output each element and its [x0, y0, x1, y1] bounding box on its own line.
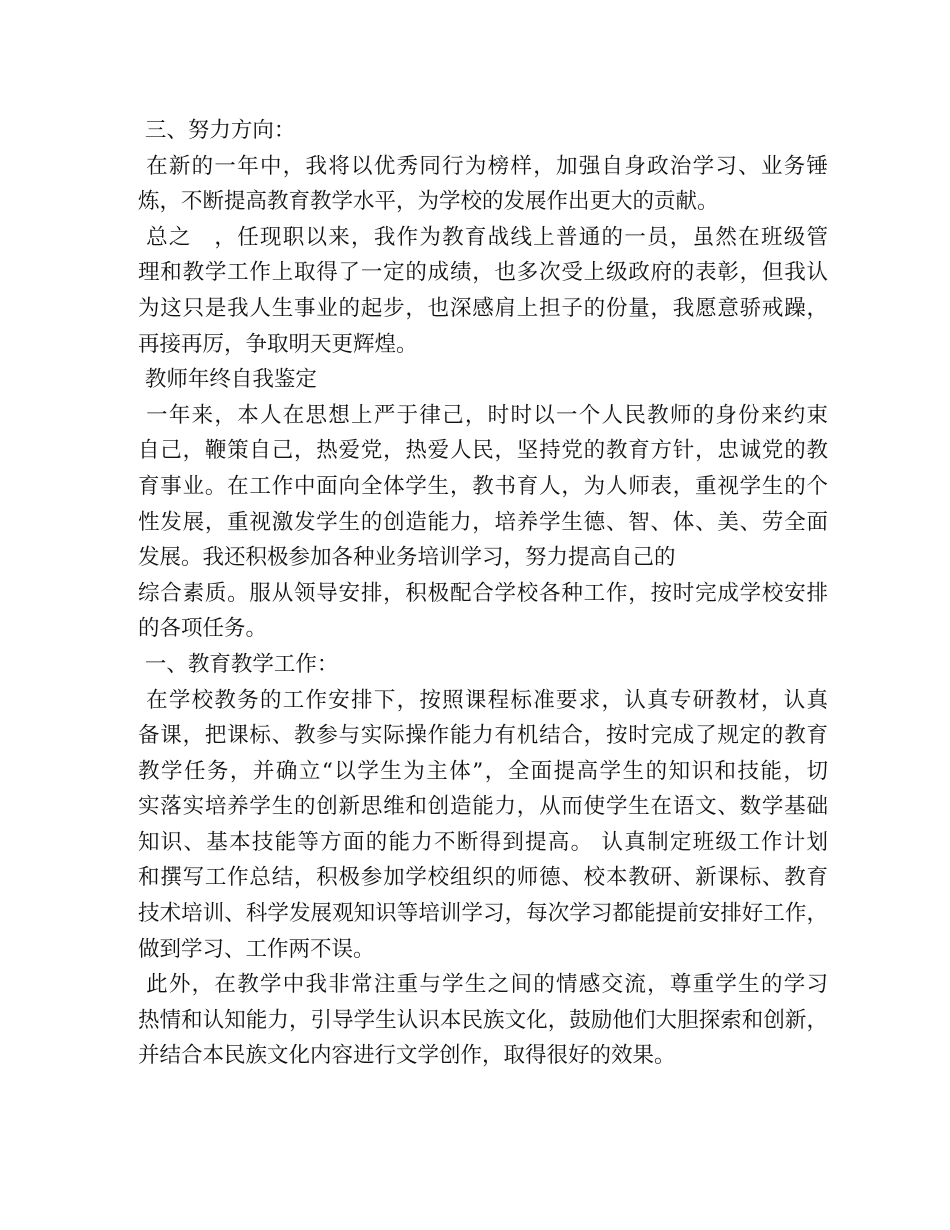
text-line: 和撰写工作总结，积极参加学校组织的师德、校本教研、新课标、教育	[138, 865, 828, 891]
text-line: 此外，在教学中我非常注重与学生之间的情感交流，尊重学生的学习	[138, 972, 828, 998]
text-line: 一年来，本人在思想上严于律己，时时以一个人民教师的身份来约束	[138, 402, 828, 428]
text-line: 发展。我还积极参加各种业务培训学习，努力提高自己的	[138, 545, 676, 571]
text-line: 热情和认知能力，引导学生认识本民族文化，鼓励他们大胆探索和创新，	[138, 1007, 828, 1033]
text-line: 做到学习、工作两不误。	[138, 936, 375, 962]
text-line: 备课，把课标、教参与实际操作能力有机结合，按时完成了规定的教育	[138, 723, 828, 749]
text-line: 总之 ，任现职以来，我作为教育战线上普通的一员，虽然在班级管	[138, 224, 828, 250]
text-line: 教学任务，并确立“以学生为主体”，全面提高学生的知识和技能，切	[138, 758, 828, 784]
text-line: 三、努力方向：	[138, 118, 296, 143]
text-line: 自己，鞭策自己，热爱党，热爱人民，坚持党的教育方针，忠诚党的教	[138, 438, 828, 464]
text-line: 一、教育教学工作：	[138, 651, 339, 677]
document-body	[138, 113, 828, 1074]
text-line: 炼，不断提高教育教学水平，为学校的发展作出更大的贡献。	[138, 189, 719, 215]
text-line: 并结合本民族文化内容进行文学创作，取得很好的效果。	[138, 1043, 676, 1069]
text-line: 在新的一年中，我将以优秀同行为榜样，加强自身政治学习、业务锤	[138, 153, 828, 179]
text-line: 在学校教务的工作安排下，按照课程标准要求，认真专研教材，认真	[138, 687, 828, 713]
text-line: 为这只是我人生事业的起步，也深感肩上担子的份量，我愿意骄戒躁，	[138, 295, 828, 321]
text-line: 再接再厉，争取明天更辉煌。	[138, 331, 418, 357]
text-line: 性发展，重视激发学生的创造能力，培养学生德、智、体、美、劳全面	[138, 509, 828, 535]
text-line: 的各项任务。	[138, 616, 268, 642]
text-line: 育事业。在工作中面向全体学生，教书育人，为人师表，重视学生的个	[138, 473, 828, 499]
text-line: 教师年终自我鉴定	[138, 367, 317, 393]
text-line: 理和教学工作上取得了一定的成绩，也多次受上级政府的表彰，但我认	[138, 260, 828, 286]
text-line: 知识、基本技能等方面的能力不断得到提高。 认真制定班级工作计划	[138, 829, 828, 855]
text-line: 综合素质。服从领导安排，积极配合学校各种工作，按时完成学校安排	[138, 580, 828, 606]
text-line: 实落实培养学生的创新思维和创造能力，从而使学生在语文、数学基础	[138, 794, 828, 820]
text-line: 技术培训、科学发展观知识等培训学习，每次学习都能提前安排好工作，	[138, 901, 828, 927]
